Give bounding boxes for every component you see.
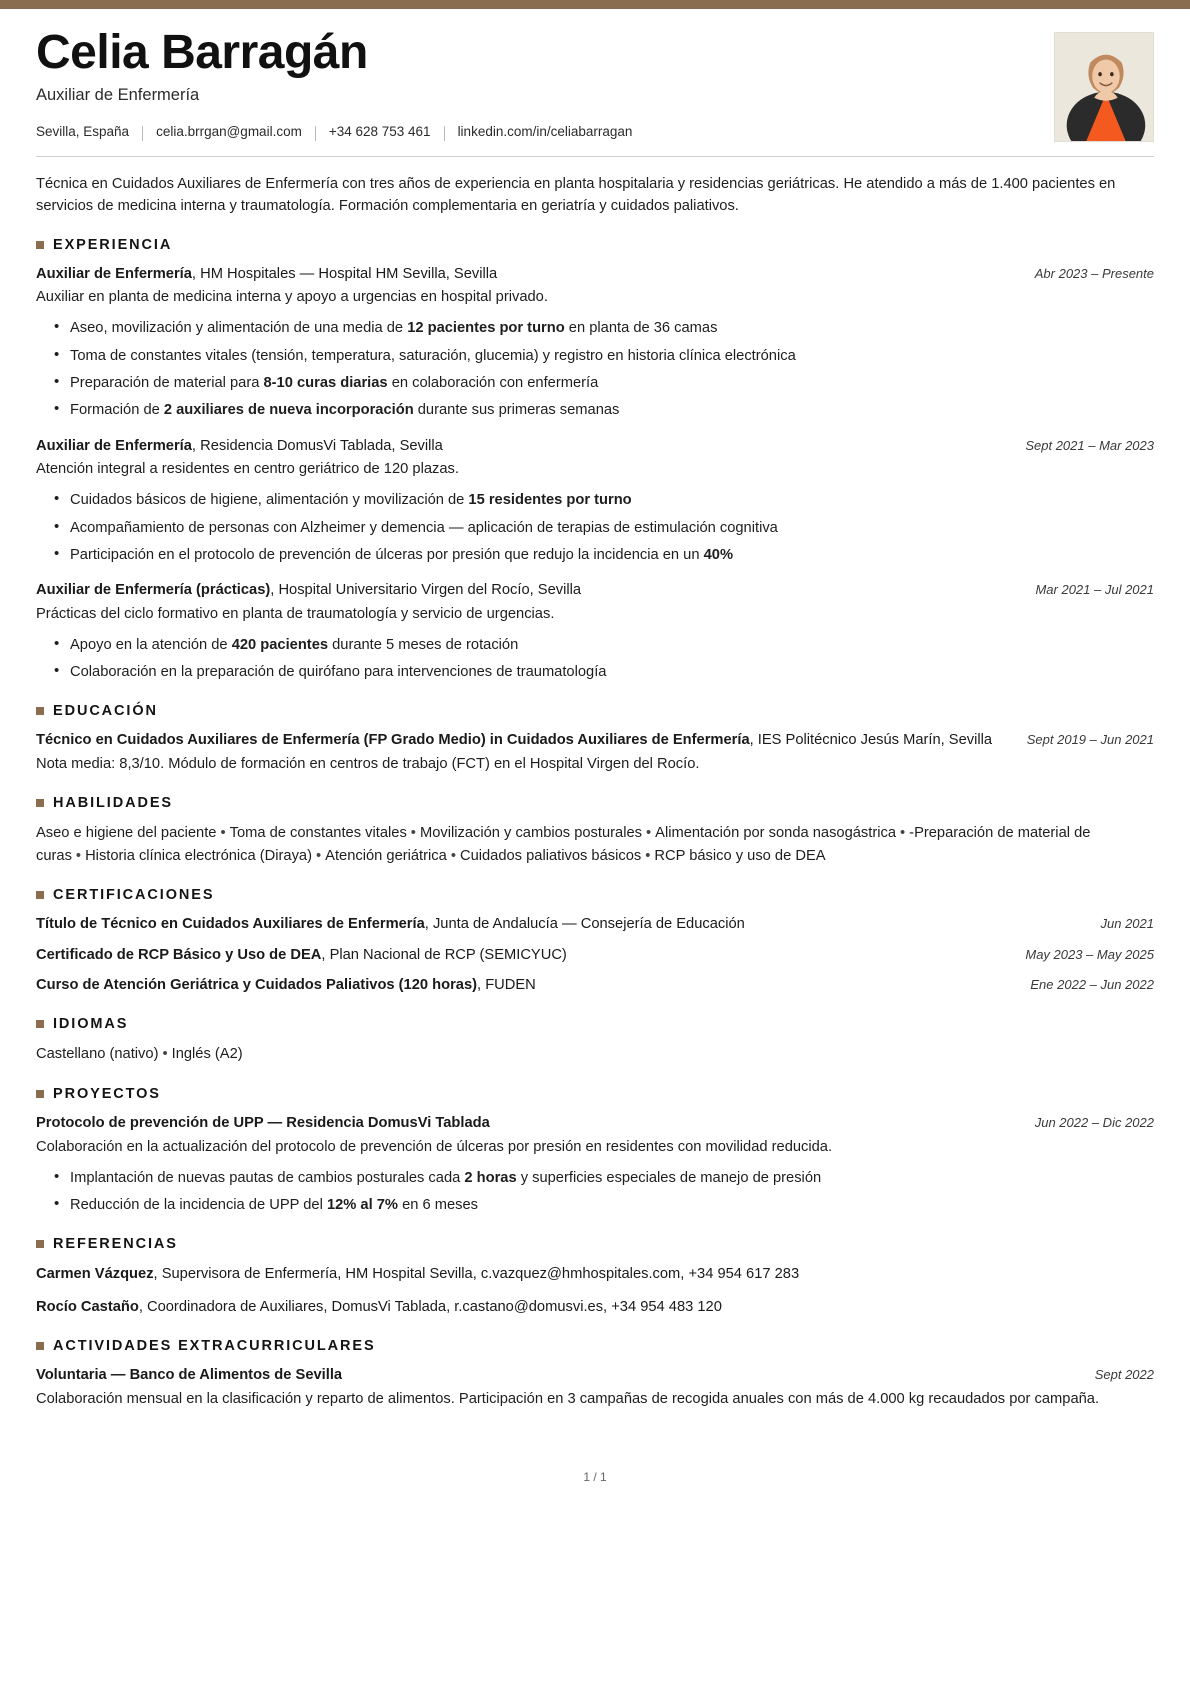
section-header	[36, 1338, 1154, 1354]
section-title: IDIOMAS	[53, 1016, 129, 1033]
bullet-highlight: 12% al 7%	[326, 1197, 398, 1214]
section-title: CERTIFICACIONES	[53, 887, 215, 904]
bullet-highlight: 2 auxiliares de nueva incorporación	[163, 402, 414, 419]
candidate-name: Celia Barragán	[36, 26, 368, 79]
education-entry	[36, 730, 1154, 774]
project-date: Jun 2022 – Dic 2022	[1034, 1115, 1154, 1131]
accent-top-bar	[0, 0, 1190, 9]
extracurricular-description: Colaboración mensual en la clasificación y reparto de alimentos. Participación en 3 campañas de recogida anuales con más de 4.000 kg recaudados por campaña.	[36, 1390, 1100, 1407]
header-text-block	[36, 28, 1054, 139]
section-header	[36, 795, 1154, 811]
skill-item: -Preparación de material de curas	[36, 824, 1091, 864]
certification-entry	[36, 945, 1154, 966]
section-title: PROYECTOS	[53, 1086, 161, 1103]
experience-description: Atención integral a residentes en centro geriátrico de 120 plazas.	[36, 461, 459, 478]
section-title: ACTIVIDADES EXTRACURRICULARES	[53, 1338, 376, 1355]
bullet-highlight: 15 residentes por turno	[468, 492, 632, 509]
experience-entry	[36, 580, 1154, 683]
certification-name: Curso de Atención Geriátrica y Cuidados Paliativos (120 horas)	[36, 977, 478, 994]
bullet-item: • Acompañamiento de personas con Alzheimer y demencia — aplicación de terapias de estimulación cognitiva	[70, 517, 1154, 539]
contact-line	[36, 124, 1054, 139]
contact-location: Sevilla, España	[36, 124, 130, 140]
experience-list	[36, 264, 1154, 683]
skill-separator: •	[450, 847, 456, 864]
reference-entry: Carmen Vázquez, Supervisora de Enfermería, HM Hospital Sevilla, c.vazquez@hmhospitales.com, +34 954 617 283	[36, 1266, 800, 1283]
education-header-row	[36, 730, 1154, 751]
certification-name: Título de Técnico en Cuidados Auxiliares de Enfermería	[36, 916, 425, 933]
section-references	[36, 1236, 1154, 1318]
section-extracurricular	[36, 1338, 1154, 1409]
certification-entry	[36, 914, 1154, 935]
section-title: EXPERIENCIA	[53, 237, 173, 254]
experience-name: Auxiliar de Enfermería	[36, 266, 192, 283]
skill-separator: •	[645, 847, 651, 864]
section-education	[36, 703, 1154, 774]
bullet-item: • Preparación de material para 8-10 curas diarias en colaboración con enfermería	[70, 372, 1154, 394]
experience-date: Mar 2021 – Jul 2021	[1035, 582, 1154, 598]
section-header	[36, 1016, 1154, 1032]
skill-item: Cuidados paliativos básicos	[459, 847, 642, 864]
section-marker-icon	[36, 1020, 44, 1028]
education-name: Técnico en Cuidados Auxiliares de Enfermería (FP Grado Medio) in Cuidados Auxiliares de Enfermería	[36, 732, 750, 749]
certification-date: Jun 2021	[1100, 916, 1154, 932]
extracurricular-name: Voluntaria — Banco de Alimentos de Sevilla	[36, 1367, 343, 1384]
section-marker-icon	[36, 799, 44, 807]
bullet-highlight: 420 pacientes	[231, 636, 329, 653]
languages-list	[36, 1043, 1154, 1066]
section-title: EDUCACIÓN	[53, 703, 158, 720]
section-certifications	[36, 887, 1154, 996]
section-header	[36, 887, 1154, 903]
project-title	[36, 1113, 1019, 1134]
resume-header	[36, 0, 1154, 142]
skill-separator: •	[75, 847, 82, 864]
header-divider	[36, 156, 1154, 157]
professional-summary: Técnica en Cuidados Auxiliares de Enfermería con tres años de experiencia en planta hospitalaria y residencias geriátricas. He atendido a más de 1.400 pacientes en servicios de medicina interna y traumatología. Formación complementaria en geriatría y cuidados paliativos.	[36, 176, 1116, 215]
experience-name: Auxiliar de Enfermería	[36, 437, 192, 454]
skill-item: RCP básico y uso de DEA	[654, 847, 826, 864]
section-header	[36, 237, 1154, 253]
experience-bullets	[36, 489, 1154, 566]
experience-header-row	[36, 580, 1154, 601]
reference-name: Carmen Vázquez	[36, 1266, 154, 1283]
experience-name: Auxiliar de Enfermería (prácticas)	[36, 582, 271, 599]
section-languages	[36, 1016, 1154, 1066]
project-bullets	[36, 1167, 1154, 1217]
experience-bullets	[36, 634, 1154, 684]
section-header	[36, 1086, 1154, 1102]
experience-description: Prácticas del ciclo formativo en planta de traumatología y servicio de urgencias.	[36, 605, 555, 622]
skill-item: Aseo e higiene del paciente	[36, 824, 217, 841]
extracurricular-header-row	[36, 1365, 1154, 1386]
section-marker-icon	[36, 891, 44, 899]
section-marker-icon	[36, 1240, 44, 1248]
experience-title: Auxiliar de Enfermería, HM Hospitales — Hospital HM Sevilla, Sevilla	[36, 266, 498, 283]
experience-entry	[36, 436, 1154, 566]
certification-title: Certificado de RCP Básico y Uso de DEA, Plan Nacional de RCP (SEMICYUC)	[36, 946, 567, 963]
experience-header-row	[36, 436, 1154, 457]
contact-email[interactable]: celia.brrgan@gmail.com	[156, 124, 302, 140]
education-date: Sept 2019 – Jun 2021	[1026, 732, 1154, 748]
reference-name: Rocío Castaño	[36, 1299, 139, 1316]
skills-list	[36, 822, 1154, 868]
contact-phone[interactable]: +34 628 753 461	[328, 124, 431, 140]
project-header-row	[36, 1113, 1154, 1134]
section-marker-icon	[36, 1342, 44, 1350]
bullet-item: • Reducción de la incidencia de UPP del 12% al 7% en 6 meses	[70, 1194, 1154, 1216]
skill-item: Atención geriátrica	[325, 847, 447, 864]
bullet-item: • Participación en el protocolo de prevención de úlceras por presión que redujo la incidencia en un 40%	[70, 544, 1154, 566]
experience-title: Auxiliar de Enfermería, Residencia DomusVi Tablada, Sevilla	[36, 437, 443, 454]
education-description: Nota media: 8,3/10. Módulo de formación en centros de trabajo (FCT) en el Hospital Virgen del Rocío.	[36, 755, 700, 772]
education-title: Técnico en Cuidados Auxiliares de Enfermería (FP Grado Medio) in Cuidados Auxiliares de Enfermería, IES Politécnico Jesús Marín, Sevilla	[36, 732, 993, 749]
projects-list	[36, 1113, 1154, 1216]
bullet-highlight: 12 pacientes por turno	[407, 320, 565, 337]
references-list	[36, 1263, 1154, 1318]
section-header	[36, 1236, 1154, 1252]
skill-item: Historia clínica electrónica (Diraya)	[85, 847, 312, 864]
skill-separator: •	[410, 824, 416, 841]
bullet-item: • Aseo, movilización y alimentación de una media de 12 pacientes por turno en planta de 36 camas	[70, 317, 1154, 339]
skill-item: Alimentación por sonda nasogástrica	[655, 824, 897, 841]
experience-header-row	[36, 264, 1154, 285]
section-marker-icon	[36, 707, 44, 715]
bullet-item: • Cuidados básicos de higiene, alimentación y movilización de 15 residentes por turno	[70, 489, 1154, 511]
extracurricular-list	[36, 1365, 1154, 1409]
extracurricular-entry	[36, 1365, 1154, 1409]
section-skills	[36, 795, 1154, 868]
bullet-item: • Toma de constantes vitales (tensión, temperatura, saturación, glucemia) y registro en historia clínica electrónica	[70, 345, 1154, 367]
bullet-item: • Apoyo en la atención de 420 pacientes durante 5 meses de rotación	[70, 634, 1154, 656]
skill-item: Toma de constantes vitales	[229, 824, 407, 841]
experience-date: Abr 2023 – Presente	[1034, 266, 1154, 282]
bullet-item: • Implantación de nuevas pautas de cambios posturales cada 2 horas y superficies especiales de manejo de presión	[70, 1167, 1154, 1189]
section-title: HABILIDADES	[53, 794, 173, 811]
project-entry	[36, 1113, 1154, 1216]
skill-item: Movilización y cambios posturales	[419, 824, 642, 841]
section-header	[36, 703, 1154, 719]
section-experience	[36, 237, 1154, 683]
experience-bullets	[36, 317, 1154, 421]
certification-name: Certificado de RCP Básico y Uso de DEA	[36, 946, 322, 963]
bullet-item: • Formación de 2 auxiliares de nueva incorporación durante sus primeras semanas	[70, 399, 1154, 421]
project-description: Colaboración en la actualización del protocolo de prevención de úlceras por presión en residentes con movilidad reducida.	[36, 1138, 833, 1155]
experience-entry	[36, 264, 1154, 422]
page-footer: 1 / 1	[583, 1469, 607, 1484]
section-marker-icon	[36, 241, 44, 249]
certification-date: Ene 2022 – Jun 2022	[1030, 977, 1154, 993]
project-name: Protocolo de prevención de UPP — Residencia DomusVi Tablada	[36, 1115, 490, 1132]
certification-entry	[36, 975, 1154, 996]
certification-title: Curso de Atención Geriátrica y Cuidados Paliativos (120 horas), FUDEN	[36, 977, 536, 994]
contact-linkedin[interactable]: linkedin.com/in/celiabarragan	[457, 124, 633, 140]
extracurricular-date: Sept 2022	[1094, 1367, 1154, 1383]
profile-photo	[1054, 32, 1154, 142]
contact-separator	[444, 126, 445, 141]
section-marker-icon	[36, 1090, 44, 1098]
contact-separator	[142, 126, 143, 141]
education-list	[36, 730, 1154, 774]
skill-separator: •	[316, 847, 322, 864]
skill-separator: •	[646, 824, 652, 841]
language-item: Castellano (nativo)	[36, 1046, 159, 1063]
skill-separator: •	[220, 824, 226, 841]
bullet-highlight: 2 horas	[464, 1169, 517, 1186]
reference-entry: Rocío Castaño, Coordinadora de Auxiliares, DomusVi Tablada, r.castano@domusvi.es, +34 954 483 120	[36, 1299, 722, 1316]
candidate-title: Auxiliar de Enfermería	[36, 85, 200, 104]
certifications-list	[36, 914, 1154, 996]
section-title: REFERENCIAS	[53, 1236, 178, 1253]
bullet-highlight: 8-10 curas diarias	[263, 375, 388, 392]
bullet-item: • Colaboración en la preparación de quirófano para intervenciones de traumatología	[70, 661, 1154, 683]
language-item: Inglés (A2)	[171, 1046, 243, 1063]
contact-separator	[315, 126, 316, 141]
language-separator: •	[162, 1046, 168, 1063]
experience-title: Auxiliar de Enfermería (prácticas), Hospital Universitario Virgen del Rocío, Sevilla	[36, 582, 582, 599]
extracurricular-title	[36, 1365, 1079, 1386]
skill-separator: •	[900, 824, 906, 841]
bullet-highlight: 40%	[703, 546, 734, 563]
experience-description: Auxiliar en planta de medicina interna y apoyo a urgencias en hospital privado.	[36, 289, 548, 306]
experience-date: Sept 2021 – Mar 2023	[1025, 437, 1154, 453]
section-projects	[36, 1086, 1154, 1216]
certification-date: May 2023 – May 2025	[1025, 946, 1154, 962]
certification-title: Título de Técnico en Cuidados Auxiliares de Enfermería, Junta de Andalucía — Consejería de Educación	[36, 916, 745, 933]
